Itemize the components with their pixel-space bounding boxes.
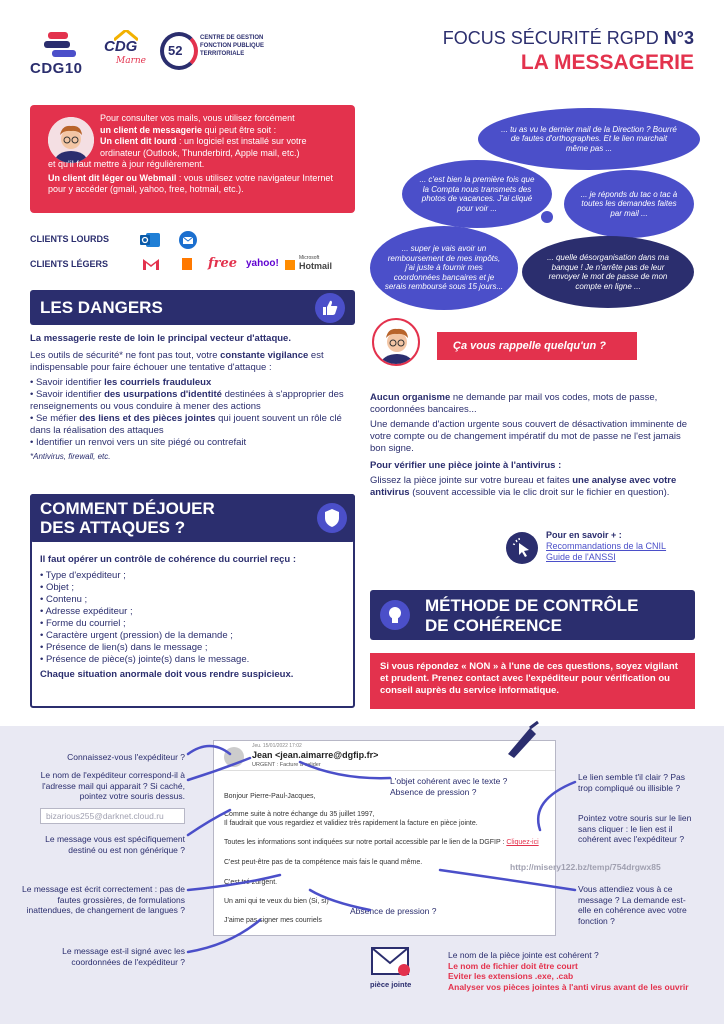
bubble-dot-icon <box>541 211 553 223</box>
speech-bubble-2 <box>402 160 552 228</box>
danger-bullet-1b: les courriels frauduleux <box>104 377 212 388</box>
annotation-pj-nom: Le nom de la pièce jointe est cohérent ? <box>448 950 599 960</box>
right-p4c: (souvent accessible via le clic droit sur le fichier en question). <box>409 487 670 498</box>
intro-p1a: Pour consulter vos mails, vous utilisez forcément <box>100 113 295 123</box>
right-info <box>370 392 695 499</box>
cdg52-logo <box>160 30 280 75</box>
title-number: N°3 <box>663 28 694 48</box>
yahoo-logo: yahoo! <box>246 258 279 269</box>
check-item-6: • Caractère urgent (pression) de la demande ; <box>40 630 233 641</box>
intro-p3a: Un client dit léger ou Webmail <box>48 172 177 183</box>
cursor-click-icon <box>506 532 538 564</box>
check-item-3: • Contenu ; <box>40 594 88 605</box>
speech-bubble-4-text: ... super je vais avoir un remboursement de mes impôts, j'ai juste à fournir mes coordonnées bancaires et je serais remboursé sous 15 jours... <box>384 244 504 292</box>
speech-bubble-5-text: ... quelle désorganisation dans ma banque ! Je n'arrête pas de leur renvoyer le mot de passe de mon compte en ligne ... <box>547 253 669 291</box>
methode-title-1: MÉTHODE DE CONTRÔLE <box>425 596 639 615</box>
comment-title-1: COMMENT DÉJOUER <box>40 499 215 518</box>
email-line-7: Un ami qui te veux du bien (Si, si) <box>224 898 329 905</box>
cdg-marne-logo-sub: Marne <box>116 56 147 66</box>
anssi-link[interactable]: Guide de l'ANSSI <box>546 552 616 562</box>
thumbs-up-icon <box>315 293 345 323</box>
cdg52-line-3: TERRITORIALE <box>200 51 245 57</box>
speech-bubble-3-text: ... je réponds du tac o tac à toutes les demandes faites par mail ... <box>580 189 678 218</box>
check-item-4-text: Adresse expéditeur ; <box>45 606 133 617</box>
methode-warning <box>370 653 695 709</box>
annotation-pj-court: Le nom de fichier doit être court <box>448 960 578 971</box>
arrow-nom <box>188 758 250 780</box>
email-line-3: Il faudrait que vous regardiez et validiez très rapidement la facture en pièce jointe. <box>224 820 478 827</box>
comment-header <box>30 494 355 542</box>
annotation-pression: Absence de pression ? <box>350 906 437 916</box>
rappelle-text: Ça vous rappelle quelqu'un ? <box>453 340 606 352</box>
check-item-4: • Adresse expéditeur ; <box>40 606 133 617</box>
email-line-4: Toutes les informations sont indiquées sur notre portail accessible par le lien de la DGFIP : <box>224 839 507 846</box>
cdg52-number: 52 <box>168 43 183 58</box>
heavy-clients-label: CLIENTS LOURDS <box>30 234 110 244</box>
title-line-2: LA MESSAGERIE <box>520 51 694 74</box>
more-info <box>506 530 696 568</box>
annotation-lien-clair: Le lien semble t'il clair ? Pas trop compliqué ou illisible ? <box>578 772 685 793</box>
annotation-nom-expediteur: Le nom de l'expéditeur correspond-il à l'adresse mail qui apparait ? Si caché, pointez votre souris dessus. <box>40 770 185 801</box>
hotmail-text: Hotmail <box>299 261 333 271</box>
check-item-5-text: Forme du courriel ; <box>45 618 126 629</box>
dangers-p1b: constante vigilance <box>220 350 309 361</box>
cdg-marne-logo-text: CDG <box>104 38 138 55</box>
check-item-8-text: Présence de pièce(s) jointe(s) dans le message. <box>45 654 250 665</box>
attachment-label: pièce jointe <box>370 980 412 989</box>
email-sender: Jean <jean.aimarre@dgfip.fr> <box>252 750 379 760</box>
email-link[interactable]: Cliquez-ici <box>506 839 539 846</box>
comment-title-2: DES ATTAQUES ? <box>40 518 186 537</box>
intro-box <box>30 105 355 213</box>
right-p4b: une analyse avec votre antivirus <box>370 475 677 498</box>
dangers-title: LES DANGERS <box>40 298 163 317</box>
check-item-7: • Présence de lien(s) dans le message ; <box>40 642 208 653</box>
arrow-objet <box>300 762 390 778</box>
right-p1a: Aucun organisme <box>370 392 451 403</box>
annotation-ecrit: Le message est écrit correctement : pas de fautes grossières, de formulations inattendues, de changement de langues ? <box>22 884 185 915</box>
lightbulb-icon <box>380 600 410 630</box>
arrow-expediteur <box>188 746 230 754</box>
outlook-icon <box>140 231 160 249</box>
microsoft-text: Microsoft <box>299 255 320 261</box>
title-line-1: FOCUS SÉCURITÉ RGPD <box>442 28 664 48</box>
danger-bullet-2a: Savoir identifier <box>35 389 105 400</box>
right-p2: Une demande d'action urgente sous couvert de désactivation imminente de votre compte ou de changement impératif du mot de passe ne l'est jamais bon signe. <box>370 419 688 454</box>
intro-p2c: et qu'il faut mettre à jour régulièrement. <box>48 159 205 169</box>
annotation-pj-antivirus: Analyser vos pièces jointes à l'anti virus avant de les ouvrir <box>448 981 689 992</box>
intro-p2a: Un client dit lourd <box>100 136 177 146</box>
annotation-arrows <box>180 740 720 990</box>
light-clients-row <box>30 255 333 271</box>
cdg10-logo <box>30 30 90 75</box>
check-item-5: • Forme du courriel ; <box>40 618 126 629</box>
danger-bullet-3b: des liens et des pièces jointes <box>79 413 216 424</box>
speech-bubble-1 <box>478 108 700 170</box>
right-p3: Pour vérifier une pièce jointe à l'antivirus : <box>370 460 562 471</box>
annotation-attendiez: Vous attendiez vous à ce message ? La demande est-elle en cohérence avec votre fonction ? <box>578 884 687 926</box>
intro-p1c: qui peut être soit : <box>202 124 277 135</box>
intro-p3b: : vous utilisez votre navigateur Internet pour y accéder (gmail, yahoo, free, hotmail, etc.). <box>48 172 333 194</box>
arrow-destine <box>188 810 230 835</box>
comment-body <box>40 554 345 681</box>
check-item-7-text: Présence de lien(s) dans le message ; <box>45 642 208 653</box>
methode-header <box>370 590 695 640</box>
check-item-1-text: Type d'expéditeur ; <box>45 570 126 581</box>
annotation-expediteur: Connaissez-vous l'expéditeur ? <box>67 752 185 762</box>
email-line-5: C'est peut-être pas de ta compétence mais fais le quand même. <box>224 859 423 866</box>
thunderbird-icon <box>178 230 198 250</box>
comment-lead: Il faut opérer un contrôle de cohérence du courriel reçu : <box>40 554 297 565</box>
email-line-6: C'est tré zurgent. <box>224 879 278 886</box>
speech-bubble-1-text: ... tu as vu le dernier mail de la Direction ? Bourré de fautes d'orthographes. Et le lien marchait même pas ... <box>501 124 677 153</box>
arrow-lien <box>538 782 575 830</box>
methode-title-2: DE COHÉRENCE <box>425 616 562 635</box>
check-item-6-text: Caractère urgent (pression) de la demande ; <box>45 630 233 641</box>
free-logo: free <box>208 256 237 271</box>
annotation-lien-pointer: Pointez votre souris sur le lien sans cliquer : le lien est il cohérent avec l'expéditeur ? <box>578 813 692 844</box>
intro-p2b: : un logiciel est installé sur votre ordinateur (Outlook, Thunderbird, Apple mail, etc.) <box>100 136 307 158</box>
email-date: Jeu. 15/01/2022 17:02 <box>252 743 302 749</box>
shield-icon <box>317 503 347 533</box>
check-item-3-text: Contenu ; <box>45 594 88 605</box>
avatar-2 <box>372 318 420 366</box>
heavy-clients-row <box>30 234 109 244</box>
suspect-link: http://misery122.bz/temp/754drgwx85 <box>510 862 661 872</box>
dangers-header <box>30 290 355 325</box>
arrow-attendiez <box>440 870 575 890</box>
danger-bullet-2c: destinées à s'approprier des renseignements ou vous conduire à mener des actions <box>30 389 344 412</box>
danger-bullet-3a: Se méfier <box>35 413 80 424</box>
methode-warning-text: Si vous répondez « NON » à l'une de ces questions, soyez vigilant et prudent. Prenez contact avec l'expéditeur pour vérification ou conseil auprès du service informatique. <box>380 661 678 696</box>
check-item-1: • Type d'expéditeur ; <box>40 570 126 581</box>
comment-dejouer-box <box>30 494 355 708</box>
check-item-2: • Objet ; <box>40 582 74 593</box>
email-line-8: J'aime pas signer mes courriels <box>224 917 322 924</box>
speech-bubble-5 <box>522 236 694 308</box>
cdg52-line-2: FONCTION PUBLIQUE <box>200 43 264 49</box>
arrow-pression <box>310 890 370 910</box>
arrow-ecrit <box>188 875 280 890</box>
danger-bullet-3c: qui jouent souvent un rôle clé dans la réalisation des attaques <box>30 413 342 436</box>
fishhook-icon <box>500 718 544 762</box>
email-line-1: Bonjour Pierre-Paul-Jacques, <box>224 793 316 800</box>
annotation-pj-extensions: Eviter les extensions .exe, .cab <box>448 971 574 981</box>
dangers-note: *Antivirus, firewall, etc. <box>30 452 111 461</box>
cnil-link[interactable]: Recommandations de la CNIL <box>546 541 667 551</box>
dangers-body: La messagerie reste de loin le principal vecteur d'attaque. Les outils de sécurité* ne font pas tout, votre constante vigilance est indispensable pour faire échouer une tentative d'attaque : • Savoir identifier les courriels frauduleux • Savoir identifier des usurpations d'identité destinées à s'approprier des renseignements ou vous conduire à mener des actions • Se méfier des liens et des pièces jointes qui jouent souvent un rôle clé dans la réalisation des attaques • Identifier un renvoi vers un site piégé ou contrefait *Antivirus, firewall, etc. <box>30 333 355 463</box>
danger-bullet-1a: Savoir identifier <box>35 377 105 388</box>
dangers-lead: La messagerie reste de loin le principal vecteur d'attaque. <box>30 333 291 344</box>
check-item-2-text: Objet ; <box>45 582 74 593</box>
speech-bubble-3 <box>564 170 694 238</box>
annotation-signe: Le message est-il signé avec les coordonnées de l'expéditeur ? <box>62 946 185 967</box>
gmail-icon <box>142 257 160 271</box>
cdg10-mark-icon <box>44 30 78 58</box>
speech-bubble-4 <box>370 226 518 310</box>
dangers-p1a: Les outils de sécurité* ne font pas tout, votre <box>30 350 221 361</box>
dangers-p1c: est indispensable pour faire échouer une tentative d'attaque : <box>30 350 324 373</box>
light-clients-label: CLIENTS LÉGERS <box>30 259 109 269</box>
danger-bullet-4: Identifier un renvoi vers un site piégé ou contrefait <box>35 437 247 448</box>
suspect-address-box: bizarious255@darknet.cloud.ru <box>40 808 185 824</box>
orange-icon <box>182 258 192 270</box>
arrow-signe <box>188 920 260 952</box>
cdg-marne-logo <box>100 30 150 75</box>
speech-bubble-2-text: ... c'est bien la première fois que la Compta nous transmets des photos de vacances. J'ai cliqué pour voir ... <box>419 175 535 213</box>
comment-conclusion: Chaque situation anormale doit vous rendre suspicieux. <box>40 669 294 680</box>
cdg10-logo-text: CDG10 <box>30 60 83 77</box>
email-subject: URGENT : Facture à valider <box>252 762 321 768</box>
cdg52-line-1: CENTRE DE GESTION <box>200 35 264 41</box>
more-label: Pour en savoir + : <box>546 530 622 540</box>
intro-p1b: un client de messagerie <box>100 124 203 135</box>
rappelle-banner <box>437 332 637 360</box>
right-p4a: Glissez la pièce jointe sur votre bureau et faites <box>370 475 573 486</box>
annotation-destine: Le message vous est spécifiquement destiné ou est non générique ? <box>45 834 185 855</box>
hotmail-logo <box>285 257 341 273</box>
email-line-2: Comme suite à notre échange du 35 juillet 1997, <box>224 811 375 818</box>
page-title <box>443 28 694 75</box>
check-item-8: • Présence de pièce(s) jointe(s) dans le message. <box>40 654 250 665</box>
annotation-objet: L'objet cohérent avec le texte ? Absence de pression ? <box>390 776 508 797</box>
clients-section <box>30 232 360 272</box>
right-p1b: ne demande par mail vos codes, mots de passe, coordonnées bancaires... <box>370 392 658 415</box>
danger-bullet-2b: des usurpations d'identité <box>104 389 222 400</box>
